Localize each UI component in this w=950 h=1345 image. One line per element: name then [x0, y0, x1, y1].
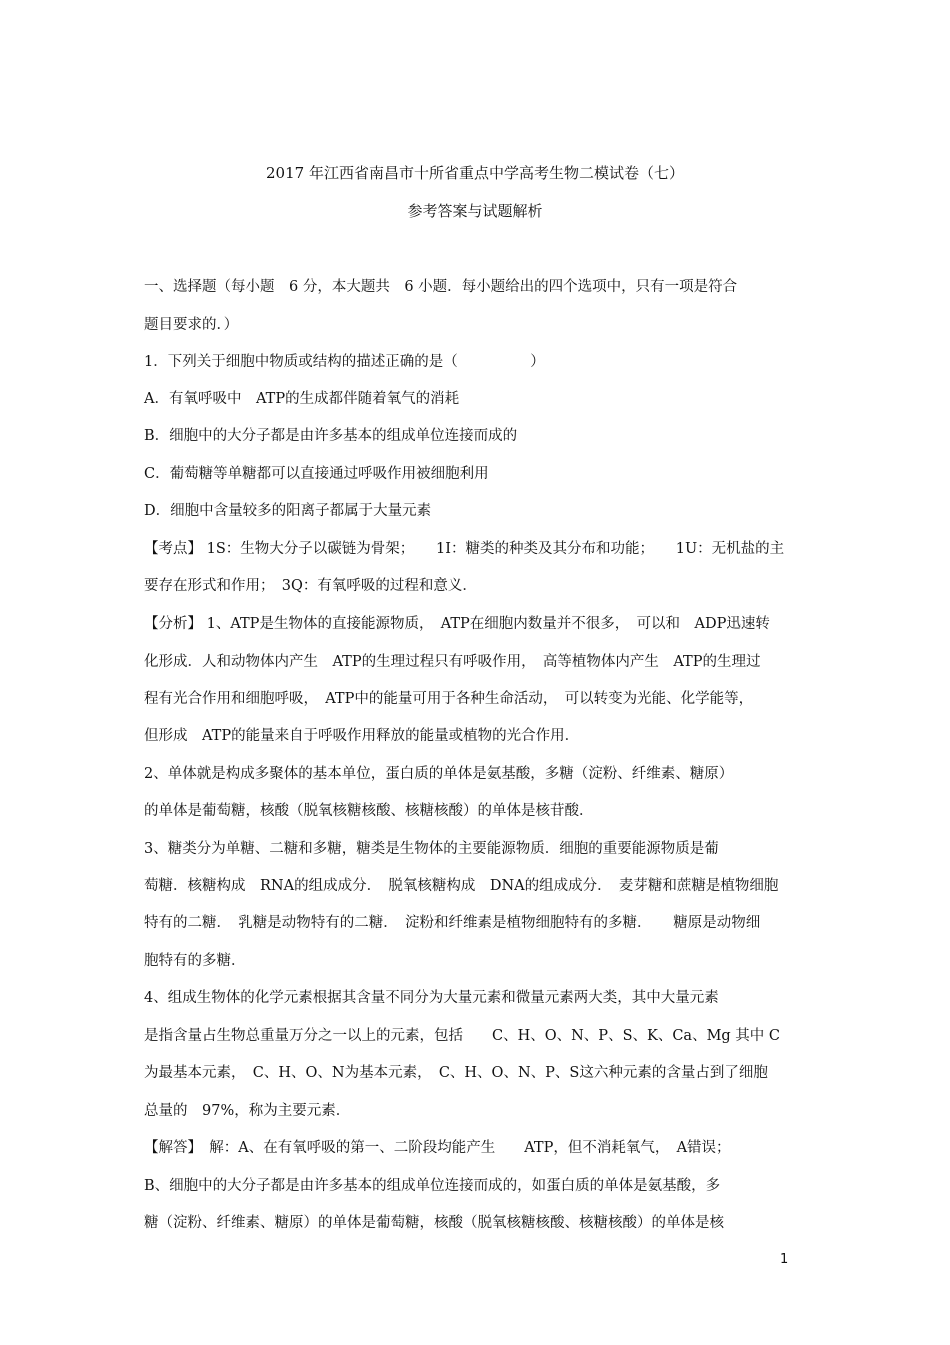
- answer-line: 糖（淀粉、纤维素、糖原）的单体是葡萄糖，核酸（脱氧核糖核酸、核糖核酸）的单体是核: [144, 1215, 724, 1231]
- section-heading-line: 一、选择题（每小题 6 分，本大题共 6 小题．每小题给出的四个选项中，只有一项是符合: [144, 279, 738, 295]
- analysis-line: 但形成 ATP的能量来自于呼吸作用释放的能量或植物的光合作用．: [144, 728, 580, 744]
- analysis-line: 的单体是葡萄糖，核酸（脱氧核糖核酸、核糖核酸）的单体是核苷酸．: [144, 803, 594, 819]
- question-stem: 1．下列关于细胞中物质或结构的描述正确的是（ ）: [144, 354, 545, 370]
- answer-line: B、细胞中的大分子都是由许多基本的组成单位连接而成的，如蛋白质的单体是氨基酸，多: [144, 1178, 721, 1194]
- analysis-line: 为最基本元素， C、H、O、N为基本元素， C、H、O、N、P、S这六种元素的含量占到了细胞: [144, 1065, 768, 1081]
- analysis-line: 化形成．人和动物体内产生 ATP的生理过程只有呼吸作用， 高等植物体内产生 ATP的生理过: [144, 654, 761, 670]
- analysis-line: 胞特有的多糖．: [144, 953, 246, 969]
- section-heading-line: 题目要求的．）: [144, 317, 239, 333]
- option-c: C．葡萄糖等单糖都可以直接通过呼吸作用被细胞利用: [144, 466, 489, 482]
- analysis-line: 3、糖类分为单糖、二糖和多糖，糖类是生物体的主要能源物质．细胞的重要能源物质是葡: [144, 841, 719, 857]
- analysis-line: 特有的二糖． 乳糖是动物特有的二糖． 淀粉和纤维素是植物细胞特有的多糖． 糖原是动物细: [144, 915, 761, 931]
- analysis-line: 【分析】 1、ATP是生物体的直接能源物质， ATP在细胞内数量并不很多， 可以和 ADP迅速转: [144, 616, 770, 632]
- option-d: D．细胞中含量较多的阳离子都属于大量元素: [144, 503, 432, 519]
- page-number: 1: [780, 1252, 789, 1267]
- knowledge-point-line: 要存在形式和作用； 3Q：有氧呼吸的过程和意义．: [144, 578, 477, 594]
- answer-line: 【解答】 解：A、在有氧呼吸的第一、二阶段均能产生 ATP，但不消耗氧气， A错误；: [144, 1140, 731, 1156]
- document-title: 2017 年江西省南昌市十所省重点中学高考生物二模试卷（七）: [266, 164, 684, 182]
- analysis-line: 萄糖．核糖构成 RNA的组成成分． 脱氧核糖构成 DNA的组成成分． 麦芽糖和蔗糖是植物细胞: [144, 878, 779, 894]
- option-a: A．有氧呼吸中 ATP的生成都伴随着氧气的消耗: [144, 391, 460, 407]
- analysis-line: 是指含量占生物总重量万分之一以上的元素，包括 C、H、O、N、P、S、K、Ca、Mg 其中 C: [144, 1028, 781, 1044]
- analysis-line: 4、组成生物体的化学元素根据其含量不同分为大量元素和微量元素两大类，其中大量元素: [144, 990, 719, 1006]
- knowledge-point-line: 【考点】 1S：生物大分子以碳链为骨架； 1I：糖类的种类及其分布和功能； 1U：无机盐的主: [144, 541, 785, 557]
- analysis-line: 总量的 97%，称为主要元素．: [144, 1103, 351, 1119]
- analysis-line: 程有光合作用和细胞呼吸， ATP中的能量可用于各种生命活动， 可以转变为光能、化学能等，: [144, 691, 754, 707]
- analysis-line: 2、单体就是构成多聚体的基本单位，蛋白质的单体是氨基酸，多糖（淀粉、纤维素、糖原）: [144, 766, 734, 782]
- option-b: B．细胞中的大分子都是由许多基本的组成单位连接而成的: [144, 428, 518, 444]
- document-subtitle: 参考答案与试题解析: [407, 202, 543, 220]
